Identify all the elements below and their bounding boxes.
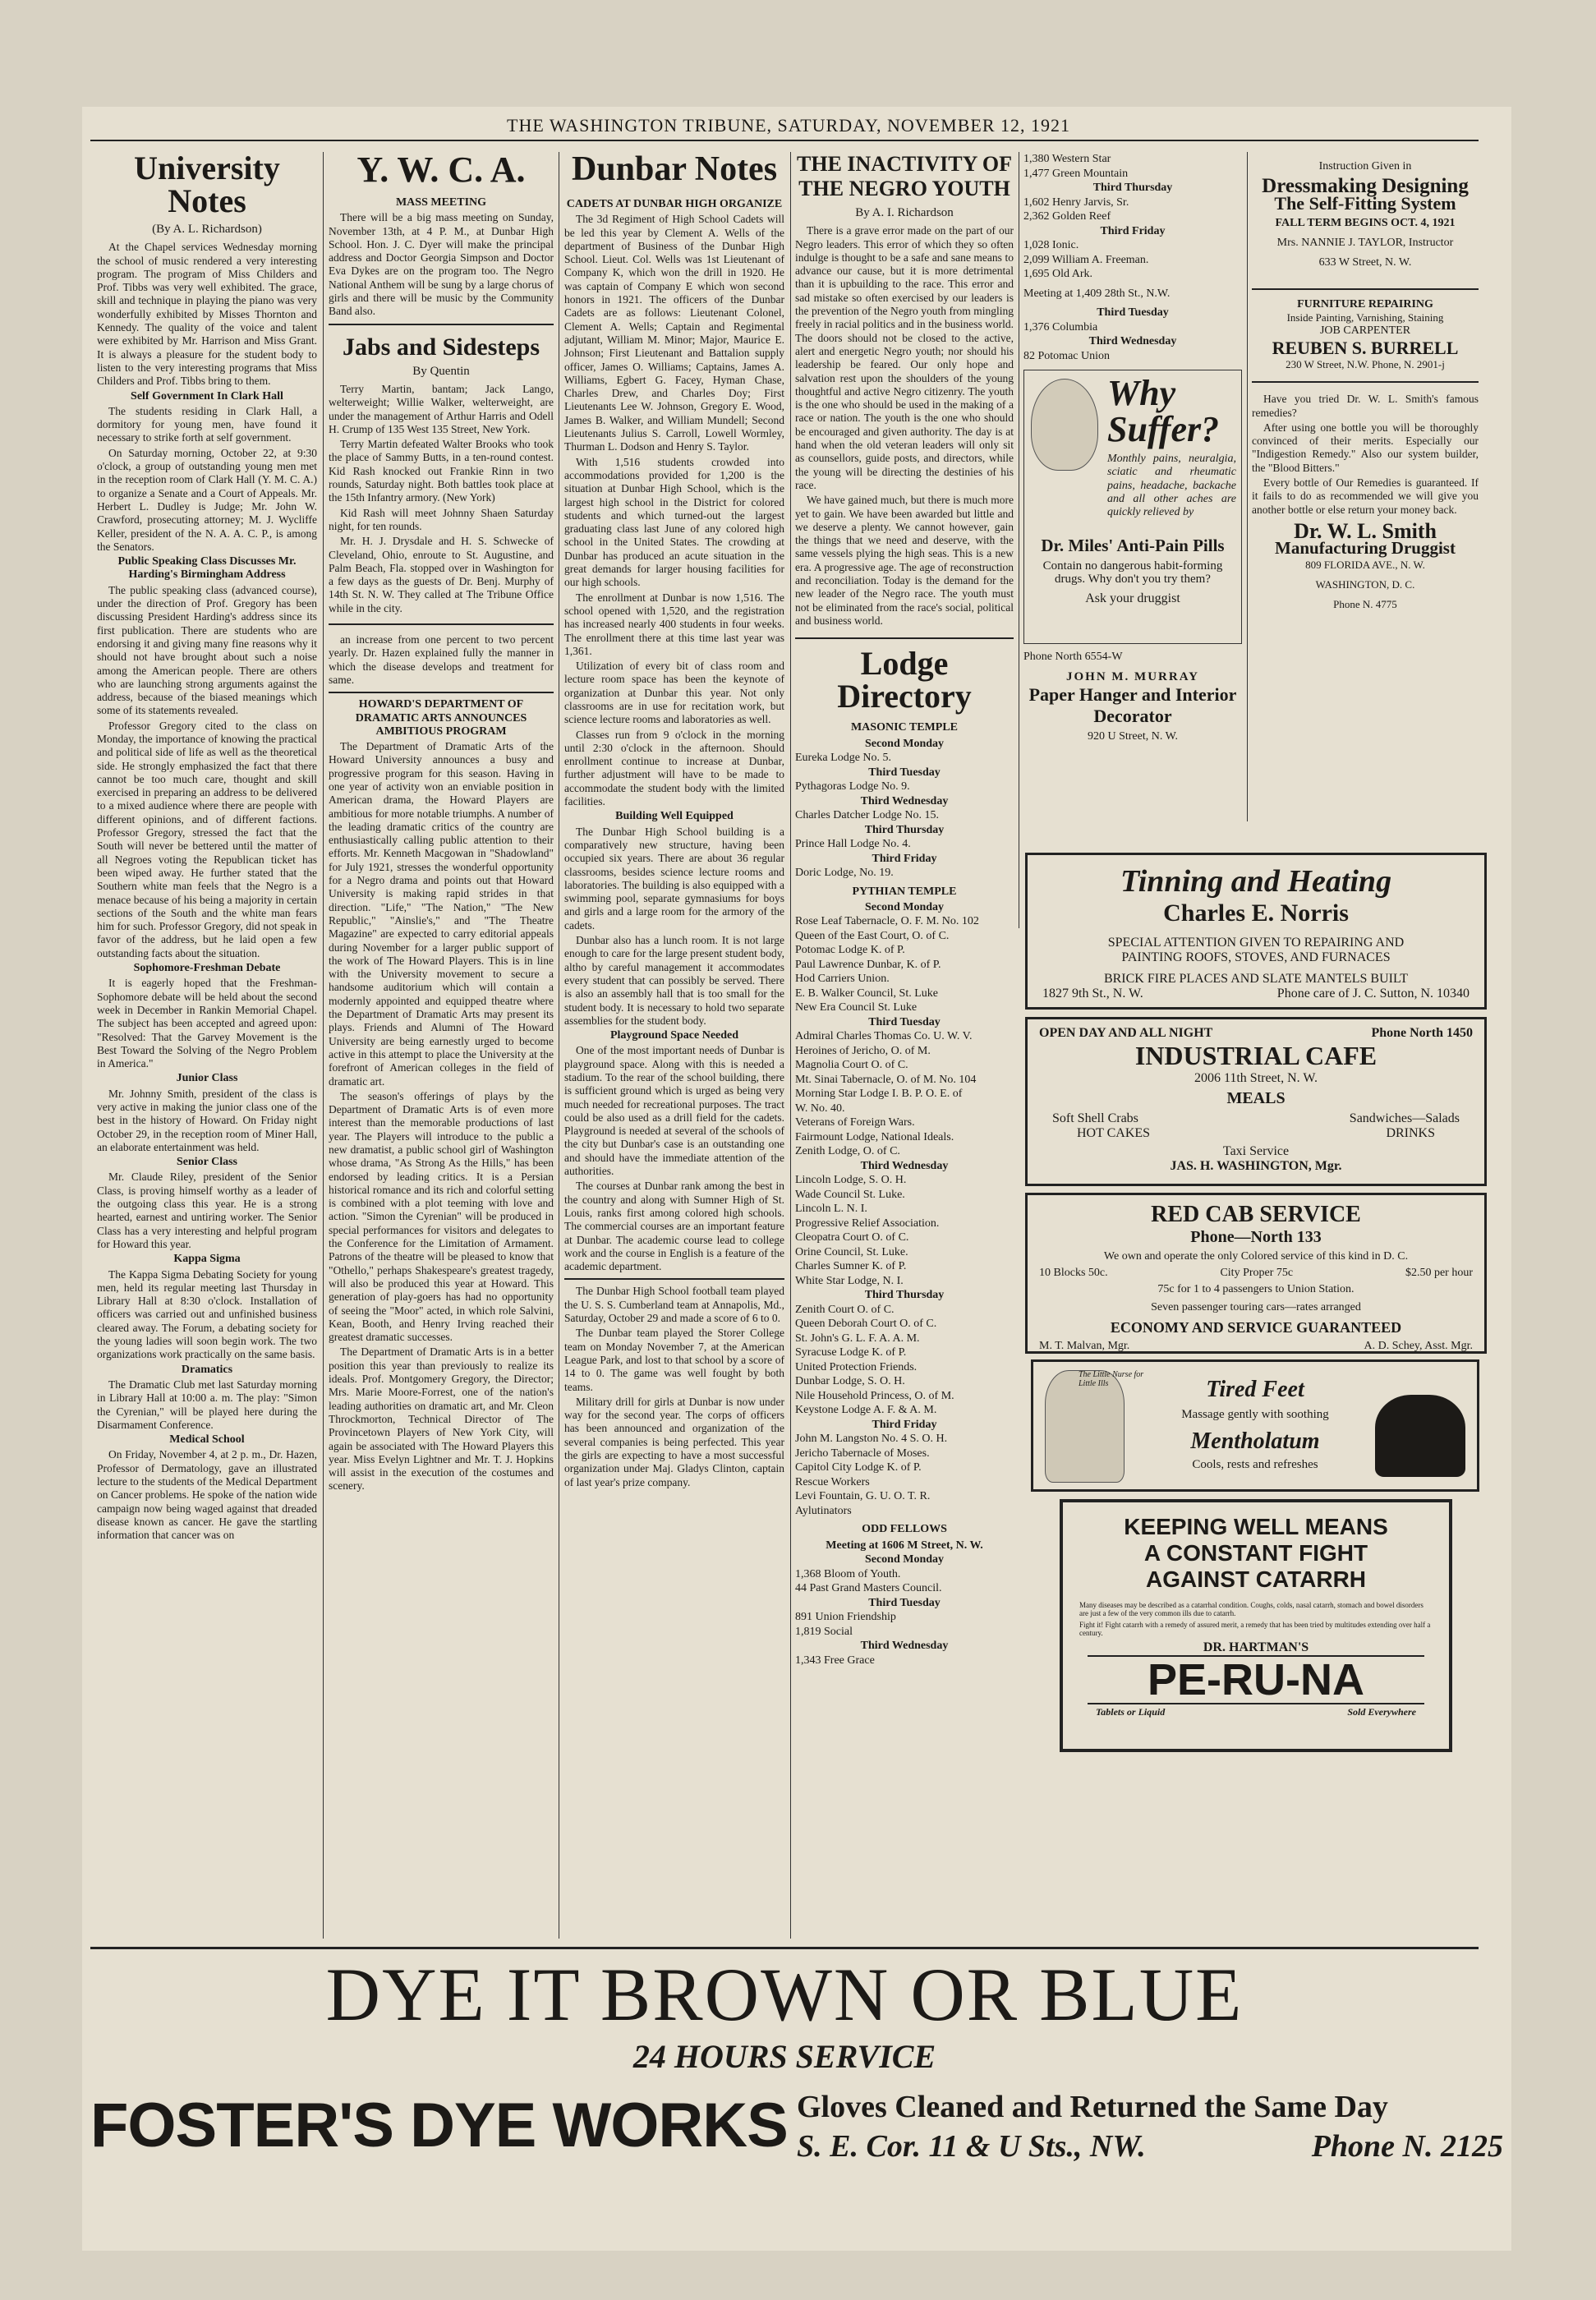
ad-text: Phone N. 4775 [1333,598,1397,611]
list-item: Meeting at 1606 M Street, N. W. [826,1539,983,1552]
list-item: E. B. Walker Council, St. Luke [795,987,938,1000]
subheading: Self Government In Clark Hall [131,389,283,402]
figure-silhouette-icon [1375,1395,1465,1477]
ad-headline: The Self-Fitting System [1274,192,1456,214]
ad-text: Seven passenger touring cars—rates arranged [1151,1301,1361,1313]
list-item: Fairmount Lodge, National Ideals. [795,1130,954,1143]
ad-row [1028,987,1484,1001]
ad-text: Cools, rests and refreshes [1192,1458,1318,1471]
list-item: Doric Lodge, No. 19. [795,867,894,879]
paragraph: Mr. H. J. Drysdale and H. S. Schwecke of Cleveland, Ohio, enroute to St. Augustine, and Palm Beach, Fla. stopped over in Washington for a few days as the guests of Dr. Benj. Murphy of 14th St. N. W. They called at The Tribune Office while in the city. [329,535,554,614]
paragraph: The Dunbar High School building is a comparatively new structure, having been occupied six years. There are about 36 regular classrooms, besides science lecture rooms and laboratories. The building is also equipped with a swimming pool, separate gymnasiums for boys and girls and a large room for the armory of the cadets. [564,825,784,932]
divider [329,623,554,625]
ad-text: Many diseases may be described as a catarrhal condition. Coughs, colds, nasal catarrh, stomach and bowel disorders are just a few of the very common ills due to catarrh. [1079,1601,1424,1617]
divider [795,637,1014,639]
paragraph: The courses at Dunbar rank among the best in the country and along with Sumner High of St. Louis, ranks first among colored high schools. The commercial courses are an important feature at Dunbar. The academic course lead to college work and the course in English is a feature of the academic department. [564,1180,784,1273]
ad-text: BRICK FIRE PLACES AND SLATE MANTELS BUILT [1103,972,1409,986]
ad-text: Taxi Service [1222,1144,1290,1158]
ad-brand: PE-RU-NA [1088,1655,1424,1704]
list-item: Capitol City Lodge K. of P. [795,1461,922,1474]
ad-text: Massage gently with soothing [1181,1408,1329,1421]
subheading: HOWARD'S DEPARTMENT OF DRAMATIC ARTS ANNOUNCES AMBITIOUS PROGRAM [355,698,527,738]
list-item: Second Monday [864,1553,945,1566]
column-dunbar-notes [564,152,784,1939]
list-item: 1,477 Green Mountain [1023,167,1129,180]
ad-row [1063,1704,1449,1720]
paragraph: Utilization of every bit of class room and lecture room space has been the keynote of organization at Dunbar this year. Not only classrooms are in use for recitation work, but science lecture rooms and laboratories as well. [564,660,784,726]
byline: By Quentin [412,364,470,378]
divider [329,692,554,693]
list-item: 1,343 Free Grace [795,1654,875,1667]
ad-headline: Manufacturing Druggist [1275,538,1456,559]
list-item: Morning Star Lodge I. B. P. O. E. of [795,1088,963,1101]
ad-text: Gloves Cleaned and Returned the Same Day [797,2090,1388,2124]
ad-text: OPEN DAY AND ALL NIGHT [1039,1026,1213,1040]
paragraph: It is eagerly hoped that the Freshman-Sophomore debate will be held about the second week in December in Rankin Memorial Chapel. The subject has been accepted and agreed upon: "Resolved: That the Garvey Movement is the Best Toward the Solving of the Negro Problem in America." [97,977,317,1070]
list-item: 1,602 Henry Jarvis, Sr. [1023,196,1129,209]
ad-headline: Tired Feet [1206,1377,1304,1402]
ad-row [797,2128,1503,2164]
ad-fosters-dye-works [90,1953,1503,2237]
list-item: W. No. 40. [795,1102,845,1115]
ad-text: FALL TERM BEGINS OCT. 4, 1921 [1275,216,1456,229]
list-item: 1,376 Columbia [1023,320,1098,334]
ad-text: MEALS [1226,1089,1286,1107]
paragraph: We have gained much, but there is much more yet to gain. We have been awarded but little and we deserve a plenty. We cannot however, gain the things that we need and deserve, with the same vessels plying the high seas. This is a new era. A progressive age. The age of reconstruction and reconciliation. Today is the demand for the new leader of the Negro race. The youth must not be eliminated from the race's social, political and business world. [795,494,1014,627]
list-item: 2,362 Golden Reef [1023,210,1111,223]
list-item: 44 Past Grand Masters Council. [795,1582,942,1595]
paragraph: Every bottle of Our Remedies is guaranteed. If it fails to do as recommended we will give you another bottle or else return your money back. [1252,476,1479,516]
list-item: Mt. Sinai Tabernacle, O. of M. No. 104 [795,1073,977,1086]
lodge-list [1023,152,1242,282]
column-ads-right [1252,152,1479,809]
subheading: Playground Space Needed [609,1029,739,1042]
ad-tired-feet [1031,1359,1479,1492]
paragraph: With 1,516 students crowded into accommodations provided for 1,200 is the situation at Dunbar High School, which is the largest high school in the District for colored students and which turned-out the largest graduating class last June of any colored high school in the United States. The crowding at Dunbar has produced an acute situation in the great demands for larger housing facilities for our high schools. [564,455,784,589]
rate: $2.50 per hour [1405,1267,1473,1279]
list-item: Second Monday [864,900,945,913]
ad-headline: Dressmaking Designing [1262,175,1469,198]
paragraph: At the Chapel services Wednesday morning the school of music rendered a very interesting program. The program of Miss Childers and Prof. Tibbs was very well exhibited. The grace, skill and technique in playing the piano was very wonderfully exhibited by Misses Thornton and Kennedy. The quality of the voice and talent were exhibited by Mr. Harrison and Miss Grant. It is always a pleasure for the student body to listen to the very interesting programs that Miss Childers and Prof. Tibbs bring to them. [97,241,317,388]
byline: By A. I. Richardson [855,206,954,219]
list-item: 82 Potomac Union [1023,349,1110,362]
list-item: 1,380 Western Star [1023,153,1111,165]
ad-headline: Charles E. Norris [1163,899,1349,927]
list-item: Wade Council St. Luke. [795,1188,905,1201]
ad-text: FURNITURE REPAIRING [1297,297,1433,310]
divider [564,1278,784,1280]
list-item: Cleopatra Court O. of C. [795,1231,909,1244]
ad-headline: A CONSTANT FIGHT [1143,1540,1368,1566]
list-item: 1,819 Social [795,1625,853,1638]
list-item: 891 Union Friendship [795,1611,896,1624]
paragraph: Terry Martin defeated Walter Brooks who took the place of Sammy Butts, in a ten-round contest. Kid Rash knocked out Frankie Rinn in two rounds, Saturday night. Both battles took place at the 15th Infantry armory. (New York) [329,438,554,504]
article-title: University Notes [134,152,280,219]
list-item: Third Friday [872,852,937,865]
list-item: Syracuse Lodge K. of P. [795,1346,907,1359]
ad-headline: DYE IT BROWN OR BLUE [325,1953,1244,2036]
ad-text: Fight it! Fight catarrh with a remedy of assured merit, a remedy that has been tried by multitudes extending over half a century. [1079,1621,1431,1637]
subheading: Kappa Sigma [173,1253,241,1266]
ad-text: Sandwiches—Salads [1349,1111,1460,1125]
ad-brand: Mentholatum [1190,1428,1320,1454]
paragraph: an increase from one percent to two percent yearly. Dr. Hazen explained fully the manner in which the disease develops and treatment for same. [329,633,554,686]
ad-brand: Dr. Miles' Anti-Pain Pills [1041,536,1225,556]
column-university-notes [97,152,317,1939]
list-item: 1,368 Bloom of Youth. [795,1567,901,1580]
list-item: Orine Council, St. Luke. [795,1245,908,1258]
list-item: Queen of the East Court, O. of C. [795,929,950,942]
list-item: Prince Hall Lodge No. 4. [795,838,911,850]
ad-red-cab [1025,1193,1487,1354]
ad-headline: Why Suffer? [1107,373,1220,449]
ad-text: Tablets or Liquid [1096,1706,1166,1718]
subheading: Building Well Equipped [615,810,734,823]
ad-text: M. T. Malvan, Mgr. [1039,1340,1130,1352]
paragraph: Mr. Johnny Smith, president of the class is very active in making the junior class one of the best in the history of Howard. On Friday night October 29, in the reception room of Miner Hall, an elaborate entertainment was held. [97,1087,317,1153]
paragraph: The public speaking class (advanced course), under the direction of Prof. Gregory has been discussing President Harding's address since its first publication. There are students who are endorsing it and giving many fine reasons why it should not have brought about such a noise among the American people. There are others who are launching strong arguments against the address, because of the biased meanings which some of its statements revealed. [97,583,317,717]
subheading: MASS MEETING [395,196,487,209]
list-item: Veterans of Foreign Wars. [795,1116,915,1129]
list-item: New Era Council St. Luke [795,1001,918,1014]
column-divider [790,152,791,1939]
list-item: Admiral Charles Thomas Co. U. W. V. [795,1030,973,1043]
list-item: John M. Langston No. 4 S. O. H. [795,1433,948,1446]
ad-tinning-heating [1025,853,1487,1010]
list-item: Dunbar Lodge, S. O. H. [795,1375,905,1388]
paragraph: The Kappa Sigma Debating Society for young men, held its regular meeting last Thursday in Library Hall at 8:30 o'clock. Installation of officers was carried out and unfinished business cleared away. The Forum, a debating society for the young ladies will soon begin work. The two organizations work practically on the same basis. [97,1267,317,1361]
masonic-list [795,737,1014,881]
ad-headline: AGAINST CATARRH [1145,1566,1367,1592]
divider [90,1947,1479,1949]
list-item: Aylutinators [795,1504,852,1517]
ad-text: DR. HARTMAN'S [1203,1640,1309,1654]
ad-headline: KEEPING WELL MEANS [1124,1514,1388,1539]
list-item: Hod Carriers Union. [795,973,890,986]
list-item: Zenith Court O. of C. [795,1303,895,1316]
paragraph: The Dramatic Club met last Saturday morning in Library Hall at 10:00 a. m. The play: "Simon the Cyrenian," will be played here during the Disarmament Conference. [97,1378,317,1431]
masthead: THE WASHINGTON TRIBUNE, SATURDAY, NOVEMBER 12, 1921 [507,115,1070,136]
list-item: 1,695 Old Ark. [1023,268,1092,280]
murray-title: Paper Hanger and Interior Decorator [1028,683,1237,726]
ad-text: A. D. Schey, Asst. Mgr. [1364,1340,1473,1352]
subheading: Junior Class [176,1072,238,1085]
column-inactivity-and-lodges [795,152,1014,1939]
article-title: THE INACTIVITY OF THE NEGRO YOUTH [797,152,1012,200]
ad-text: SPECIAL ATTENTION GIVEN TO REPAIRING AND [1107,936,1405,950]
ad-industrial-cafe [1025,1017,1487,1186]
ad-brand: FOSTER'S DYE WORKS [90,2091,788,2160]
ad-row [1028,1263,1484,1280]
subheading: Dramatics [181,1363,233,1376]
ad-text: 633 W Street, N. W. [1318,256,1412,269]
list-item: Charles Sumner K. of P. [795,1260,907,1273]
list-item: Heroines of Jericho, O. of M. [795,1044,931,1057]
column-lodges-continued [1023,152,1242,891]
meeting-line: Meeting at 1,409 28th St., N.W. [1023,287,1171,300]
ad-text: Soft Shell Crabs [1052,1111,1138,1125]
ad-text: Mrs. NANNIE J. TAYLOR, Instructor [1276,237,1454,250]
paragraph: The enrollment at Dunbar is now 1,516. The school opened with 1,520, and the registration has increased nearly 400 students in four weeks. The enrollment there at this time last year was 1,361. [564,591,784,657]
ad-headline: REUBEN S. BURRELL [1272,337,1459,358]
paragraph: Terry Martin, bantam; Jack Lango, welterweight; Willie Walker, welterweight, are under the management of Arthur Harris and Odell H. Crump of 135 West 135 Street, New York. [329,382,554,435]
ad-headline: Dr. W. L. Smith [1294,518,1437,543]
ad-peruna [1060,1499,1452,1752]
ad-phone: Phone—North 133 [1190,1228,1322,1246]
ad-row [1028,1019,1484,1041]
paragraph: On Saturday morning, October 22, at 9:30 o'clock, a group of outstanding young men met in the reception room of Clark Hall (Y. M. C. A.) to organize a Senate and a Court of Appeals. Mr. Herbert L. Dudley is Judge; Mr. John W. Crawford, prosecuting attorney; M. J. Wycliffe Keller, president of the N. A. A. C. P., is among the Senators. [97,446,317,553]
list-item: Third Tuesday [868,1596,941,1609]
paragraph: There will be a big mass meeting on Sunday, November 13th, at 4 P. M., at Dunbar High School. Hon. J. C. Dyer will make the principal address and Doctor Georgia Simpson and Doctor Eva Dykes are on the program too. The Negro National Anthem will be sung by a large chorus of girls and there will be music by the Community Band also. [329,211,554,318]
ad-text: JAS. H. WASHINGTON, Mgr. [1170,1159,1342,1173]
ad-text: JOB CARPENTER [1319,324,1411,338]
ad-text: 809 FLORIDA AVE., N. W. [1305,558,1425,571]
list-item: Third Tuesday [868,766,941,779]
list-item: Keystone Lodge A. F. & A. M. [795,1404,937,1417]
subheading: Senior Class [176,1156,238,1169]
list-item: Lincoln Lodge, S. O. H. [795,1174,907,1187]
list-item: Third Thursday [864,823,945,836]
murray-phone: Phone North 6554-W [1023,651,1123,663]
subheading: PYTHIAN TEMPLE [852,885,957,898]
ad-tagline: The Little Nurse for Little Ills [1079,1370,1144,1388]
ad-address: 1827 9th St., N. W. [1042,987,1143,1000]
list-item: Magnolia Court O. of C. [795,1059,908,1072]
list-item: Queen Deborah Court O. of C. [795,1318,937,1331]
ad-text: DRINKS [1386,1126,1435,1140]
list-item: Third Wednesday [860,1640,949,1653]
byline: (By A. L. Richardson) [152,223,262,236]
list-item: Rescue Workers [795,1475,870,1488]
ad-text: WASHINGTON, D. C. [1315,577,1415,591]
ad-text: Ask your druggist [1085,591,1180,606]
paragraph: Kid Rash will meet Johnny Shaen Saturday night, for ten rounds. [329,506,554,532]
paragraph: There is a grave error made on the part of our Negro leaders. This error of which they so often indulge is thought to be a safe and sane means to advance our cause, but it is more detrimental than it is upbuilding to the race. This error and sad mistake so often exercised by our leaders is the prevention of the Negro youth from mingling freely in racial politics and in the business world. The doors should not be closed to the active, alert and energetic Negro youth; nor should his leadership be feared. Our only hope and salvation rest upon the shoulders of the young thoughtful and active Negro citizenry. The youth is the one who should be used in the making of a race or nation. The youth is the one who should be encouraged and given authority. The day is at hand when the old veteran leaders will only sit as counsellors, guide posts, and directors, while the young will be directing the destinies of his race. [795,224,1014,491]
list-item: Third Thursday [1092,182,1173,194]
list-item: Eureka Lodge No. 5. [795,752,892,764]
paragraph: The Dunbar team played the Storer College team on Monday November 7, at the American League Park, and lost to that school by a score of 14 to 0. The game was well fought by both teams. [564,1327,784,1393]
column-divider [1247,152,1248,821]
ad-phone: Phone care of J. C. Sutton, N. 10340 [1276,987,1470,1000]
list-item: Rose Leaf Tabernacle, O. F. M. No. 102 [795,915,979,928]
ad-headline: RED CAB SERVICE [1151,1202,1361,1227]
list-item: 2,099 William A. Freeman. [1023,253,1149,266]
list-item: St. John's G. L. F. A. A. M. [795,1332,920,1345]
ad-headline: Tinning and Heating [1120,864,1392,899]
paragraph: The students residing in Clark Hall, a dormitory for young men, have found it necessary to strike forth at self government. [97,404,317,444]
pythian-list [795,900,1014,1519]
paragraph: The season's offerings of plays by the Department of Dramatic Arts is of even more interest than the memorable productions of last year. The Players will introduce to the public a new dramatist, a public school girl of Washington whose drama, "As Strong As the Hills," has been endorsed by leading critics. It is a Persian historical romance and its rich and colorful setting is combined with a plot teeming with love and action. "Simon the Cyrenian" will be produced in special performances for visitors and delegates to the Conference for the Limitation of Armament. Patrons of the theatre will be pleased to know that "Othello," perhaps Shakespeare's greatest tragedy, will also be produced this year at Howard. This generation of play-goers has had no opportunity of seeing the "Moor" acted, in which role Salvini, Kean, Booth, and Henry Irving reached their greatest dramatic successes. [329,1089,554,1344]
list-item: Levi Fountain, G. U. O. T. R. [795,1490,931,1503]
list-item: Third Tuesday [1097,306,1169,319]
subheading: Medical School [169,1433,245,1447]
lodge-list [1023,306,1242,363]
list-item: Third Wednesday [1088,335,1177,347]
paragraph: Have you tried Dr. W. L. Smith's famous remedies? [1252,393,1479,419]
divider [1252,288,1479,290]
list-item: Zenith Lodge, O. of C. [795,1145,900,1158]
ad-text: Contain no dangerous habit-forming drugs. Why don't you try them? [1042,559,1223,586]
list-item: Third Wednesday [860,1159,949,1172]
list-item: White Star Lodge, N. I. [795,1274,904,1287]
ad-address: S. E. Cor. 11 & U Sts., NW. [797,2129,1146,2164]
subheading: MASONIC TEMPLE [850,721,959,734]
rate: 10 Blocks 50c. [1039,1267,1108,1279]
ad-text: Instruction Given in [1318,160,1412,172]
paragraph: Professor Gregory cited to the class on Monday, the importance of knowing the practical and political side of life as well as the theoretical side. He strongly emphasized the fact that there cannot be too much care, thought and skill exercised in preparing an address to be delivered to a mixed audience where there are people with different opinions, and of different factions. Professor Gregory, stressed the fact that the South will never be bettered until the matter of all Negroes voting the Republican ticket has been wiped away. He further stated that the Southern white man feels that the Negro is a menace because of his being a majority in certain sections of the South and the white man fears him for such. Professor Gregory, did not speak in favor of the address, but he laid open a few outstanding facts about the situation. [97,719,317,959]
list-item: Third Tuesday [868,1015,941,1028]
list-item: Paul Lawrence Dunbar, K. of P. [795,958,941,971]
paragraph: Military drill for girls at Dunbar is now under way for the second year. The corps of officers has been announced and organization of the several companies is being perfected. This year the girls are expecting to have a most successful organization under Maj. Gladys Clinton, captain of last year's prize company. [564,1395,784,1488]
ad-headline: INDUSTRIAL CAFE [1134,1041,1378,1070]
ad-why-suffer [1023,370,1242,644]
ad-phone: Phone N. 2125 [1311,2129,1503,2164]
divider [1252,381,1479,383]
subheading: Sophomore-Freshman Debate [133,962,281,975]
ad-text: Sold Everywhere [1347,1706,1416,1718]
murray-address: 920 U Street, N. W. [1087,729,1179,743]
ad-row [1028,1108,1484,1126]
article-title: Y. W. C. A. [356,152,526,190]
ad-address: 2006 11th Street, N. W. [1194,1071,1318,1085]
list-item: Nile Household Princess, O. of M. [795,1389,954,1402]
paragraph: The Department of Dramatic Arts is in a better position this year than previously to realize its ideals. Prof. Montgomery Gregory, the Director; Mrs. Marie Moore-Forrest, one of the nation's leading authorities on dramatic art, and Mr. Cleon Throckmorton, Technical Director of The Provincetown Players of New York City, will again be associated with The Howard Players this year. Miss Evelyn Lightner and Mr. T. J. Hopkins will assist in the execution of the costumes and scenery. [329,1346,554,1493]
list-item: United Protection Friends. [795,1360,918,1373]
ad-row [1028,1336,1484,1353]
divider [329,324,554,325]
list-item: Jericho Tabernacle of Moses. [795,1447,930,1460]
ad-text: 75c for 1 to 4 passengers to Union Station. [1157,1283,1355,1295]
paragraph: Classes run from 9 o'clock in the morning until 2:30 o'clock in the afternoon. Should enrollment continue to increase at Dunbar, further adjustment will have to be made to accommodate the student body with the limited facilities. [564,728,784,808]
list-item: Pythagoras Lodge No. 9. [795,780,910,793]
lodge-directory-title: Lodge Directory [837,645,972,715]
list-item: Progressive Relief Association. [795,1217,940,1230]
ad-text: ECONOMY AND SERVICE GUARANTEED [1110,1319,1402,1336]
subheading: ODD FELLOWS [862,1523,947,1536]
list-item: Third Thursday [864,1289,945,1302]
ad-text: PAINTING ROOFS, STOVES, AND FURNACES [1121,950,1391,964]
paragraph: Mr. Claude Riley, president of the Senior Class, is proving himself worthy as a leader of the outgoing class this year. He is a strong hearted, earnest and untiring worker. The Senior Class has a very interesting and helpful program for Howard this year. [97,1171,317,1250]
paragraph: The Dunbar High School football team played the U. S. S. Cumberland team at Annapolis, Md., Saturday, October 29 and made a score of 6 to 0. [564,1285,784,1325]
newspaper-page [82,107,1511,2251]
ad-phone: Phone North 1450 [1371,1026,1473,1040]
ad-text: Monthly pains, neuralgia, sciatic and rheumatic pains, headache, backache and all other aches are quickly relieved by [1107,453,1236,519]
paragraph: One of the most important needs of Dunbar is playground space. Along with this is needed a stadium. To the rear of the school building, there is sufficient ground which is urged as being very much needed for recreational purposes. The tract could be also used as a drill field for the cadets. Playground is needed at several of the schools of the city but Dunbar's case is an outstanding one and should have the immediate attention of the authorities. [564,1044,784,1178]
murray-name: JOHN M. MURRAY [1065,670,1200,684]
rate: City Proper 75c [1220,1267,1294,1279]
ad-text: We own and operate the only Colored service of this kind in D. C. [1103,1250,1409,1263]
list-item: Third Friday [1100,224,1166,237]
odd-fellows-list [795,1539,1014,1668]
list-item: Lincoln L. N. I. [795,1203,867,1216]
paragraph: The 3d Regiment of High School Cadets will be led this year by Clement A. Wells of the department of Business of the Dunbar High School. Lieut. Col. Wells was 1st Lieutenant of Company K, which won the drill in 1920. He was captain of Company E which won second honors in 1921. The officers of the Dunbar Cadets are as follows: Lieutenant Colonel, Clement A. Wells; Captain and Regimental adjutant, William M. Minor; Major, Maurice E. Johnson; First Lieutenant and Battalion supply officer, James O. Williams; Captains, James A. Williams, Egbert G. Facey, Hyman Chase, Charles Drew, and Charles Doy; First Lieutenants Lee W. Johnson, Gregory E. Wood, James B. Walker, and William Mundell; Second Lieutenants Julius S. Carroll, Lowell Wormley, Thurman L. Dodson and Henry S. Taylor. [564,213,784,453]
column-ywca [329,152,554,1939]
ad-text: Inside Painting, Varnishing, Staining [1286,311,1444,324]
list-item: Third Wednesday [860,794,949,807]
ad-text: 230 W Street, N.W. Phone, N. 2901-j [1286,357,1445,370]
woman-illustration-icon [1031,379,1098,471]
paragraph: The Department of Dramatic Arts of the Howard University announces a busy and progressive program for this season. Having in one year of activity won an enviable position in American drama, the Howard Players are ambitious for more notable triumphs. A number of the leading dramatic critics of the country are enthusiastically calling public attention to their efforts. Mr. Kenneth Macgowan in "Shadowland" for July 1921, stresses the wonderful opportunity for a Negro drama and points out that Howard University is making rapid strides in that direction. "Life," "The Nation," "The New Republic," "Ainslie's," and "The Theatre Magazine" are expected to carry editorial appeals during November for a larger public support of the work of The Howard Players. This is in line with the University movement to secure a handsome auditorium which will contain a modernly appointed and equipped theatre where the Department of Dramatic Arts may present its plays. Friends and Alumni of The Howard University are being earnestly urged to become active in this attempt to place the University at the forefront of American colleges in the field of dramatic art. [329,740,554,1088]
subheading: CADETS AT DUNBAR HIGH ORGANIZE [566,198,783,210]
list-item: 1,028 Ionic. [1023,239,1079,251]
list-item: Third Friday [872,1418,937,1431]
subheading: Public Speaking Class Discusses Mr. Harding's Birmingham Address [117,555,297,582]
ad-text: HOT CAKES [1077,1126,1151,1140]
list-item: Second Monday [864,737,945,750]
ad-row [1028,1126,1484,1141]
paragraph: Dunbar also has a lunch room. It is not large enough to care for the large present student body, altho by careful management it accommodates every student that can possibly be served. There is also an assembly hall that is too small for the student body. It is necessary to hold two separate assemblies for the student body. [564,934,784,1027]
article-title: Jabs and Sidesteps [342,333,540,361]
column-divider [323,152,324,1939]
paragraph: On Friday, November 4, at 2 p. m., Dr. Hazen, Professor of Dermatology, gave an illustrated lecture to the students of the Medical Department on Cancer problems. He spoke of the nation wide campaign now being waged against that dreaded disease known as cancer. He gave the startling information that cancer was on [97,1448,317,1542]
list-item: Charles Datcher Lodge No. 15. [795,809,939,821]
ad-headline: 24 HOURS SERVICE [632,2038,936,2075]
paragraph: After using one bottle you will be thoroughly convinced of their merits. Especially our "Indigestion Remedy." Also our system builder, the "Blood Bitters." [1252,421,1479,474]
list-item: Potomac Lodge K. of P. [795,944,905,957]
top-rule [90,140,1479,141]
article-title: Dunbar Notes [571,152,778,188]
